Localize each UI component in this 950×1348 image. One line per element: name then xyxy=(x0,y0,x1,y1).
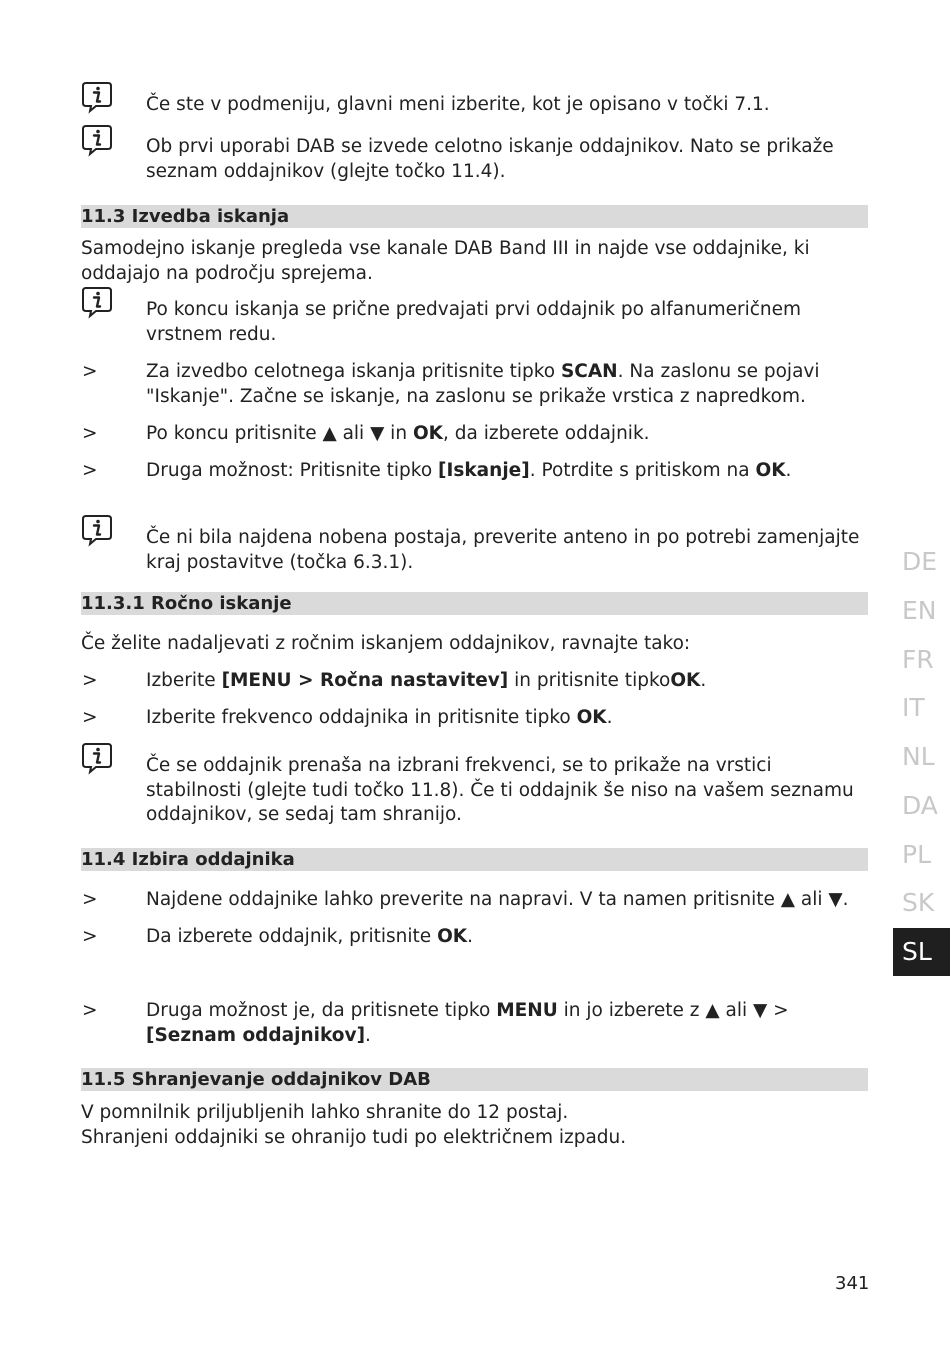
bullet-marker: > xyxy=(82,460,98,481)
lang-tab-en[interactable]: EN xyxy=(902,596,937,625)
note-text: Če ste v podmeniju, glavni meni izberite, kot je opisano v točki 7.1. xyxy=(146,94,770,115)
bullet-marker: > xyxy=(82,670,98,691)
bullet-marker: > xyxy=(82,707,98,728)
note-text: Če ni bila najdena nobena postaja, preverite anteno in po potrebi zamenjajte kraj postavitve (točka 6.3.1). xyxy=(146,527,860,573)
bullet-marker: > xyxy=(82,926,98,947)
lang-tab-sl[interactable]: SL xyxy=(893,928,950,976)
note-text: Če se oddajnik prenaša na izbrani frekvenci, se to prikaže na vrstici stabilnosti (glejte tudi točko 11.8). Če ti oddajnik še niso na vašem seznamu oddajnikov, se sedaj tam shranijo. xyxy=(146,755,854,825)
info-icon xyxy=(80,123,114,157)
section-intro: Samodejno iskanje pregleda vse kanale DAB Band III in najde vse oddajnike, ki oddajajo na področju sprejema. xyxy=(81,238,810,284)
lang-tab-nl[interactable]: NL xyxy=(902,742,935,771)
section-heading: 11.4 Izbira oddajnika xyxy=(81,848,868,871)
lang-tab-sk[interactable]: SK xyxy=(902,888,935,917)
list-item: Druga možnost je, da pritisnete tipko MENU in jo izberete z ▲ ali ▼ > [Seznam oddajnikov]. xyxy=(146,1000,789,1046)
lang-tab-da[interactable]: DA xyxy=(902,791,938,820)
list-item: Po koncu pritisnite ▲ ali ▼ in OK, da izberete oddajnik. xyxy=(146,423,650,444)
info-icon xyxy=(80,80,114,114)
list-item: Da izberete oddajnik, pritisnite OK. xyxy=(146,926,474,947)
info-icon xyxy=(80,741,114,775)
body-line: Shranjeni oddajniki se ohranijo tudi po električnem izpadu. xyxy=(81,1127,627,1148)
list-item: Najdene oddajnike lahko preverite na napravi. V ta namen pritisnite ▲ ali ▼. xyxy=(146,889,849,910)
bullet-marker: > xyxy=(82,889,98,910)
note-text: Po koncu iskanja se prične predvajati prvi oddajnik po alfanumeričnem vrstnem redu. xyxy=(146,299,802,345)
body-line: V pomnilnik priljubljenih lahko shranite do 12 postaj. xyxy=(81,1102,569,1123)
list-item: Druga možnost: Pritisnite tipko [Iskanje]. Potrdite s pritiskom na OK. xyxy=(146,460,792,481)
list-item: Izberite frekvenco oddajnika in pritisnite tipko OK. xyxy=(146,707,613,728)
section-heading: 11.3.1 Ročno iskanje xyxy=(81,592,868,615)
section-intro: Če želite nadaljevati z ročnim iskanjem oddajnikov, ravnajte tako: xyxy=(81,633,691,654)
list-item: Za izvedbo celotnega iskanja pritisnite tipko SCAN. Na zaslonu se pojavi "Iskanje". Začne se iskanje, na zaslonu se prikaže vrstica z napredkom. xyxy=(146,361,820,407)
lang-tab-it[interactable]: IT xyxy=(902,693,925,722)
page-number: 341 xyxy=(835,1273,870,1294)
bullet-marker: > xyxy=(82,361,98,382)
section-heading: 11.5 Shranjevanje oddajnikov DAB xyxy=(81,1068,868,1091)
info-icon xyxy=(80,285,114,319)
note-text: Ob prvi uporabi DAB se izvede celotno iskanje oddajnikov. Nato se prikaže seznam oddajnikov (glejte točko 11.4). xyxy=(146,136,834,182)
lang-tab-pl[interactable]: PL xyxy=(902,840,932,869)
bullet-marker: > xyxy=(82,423,98,444)
lang-tab-de[interactable]: DE xyxy=(902,547,938,576)
info-icon xyxy=(80,513,114,547)
section-heading: 11.3 Izvedba iskanja xyxy=(81,205,868,228)
bullet-marker: > xyxy=(82,1000,98,1021)
lang-tab-fr[interactable]: FR xyxy=(902,645,934,674)
list-item: Izberite [MENU > Ročna nastavitev] in pritisnite tipkoOK. xyxy=(146,670,707,691)
